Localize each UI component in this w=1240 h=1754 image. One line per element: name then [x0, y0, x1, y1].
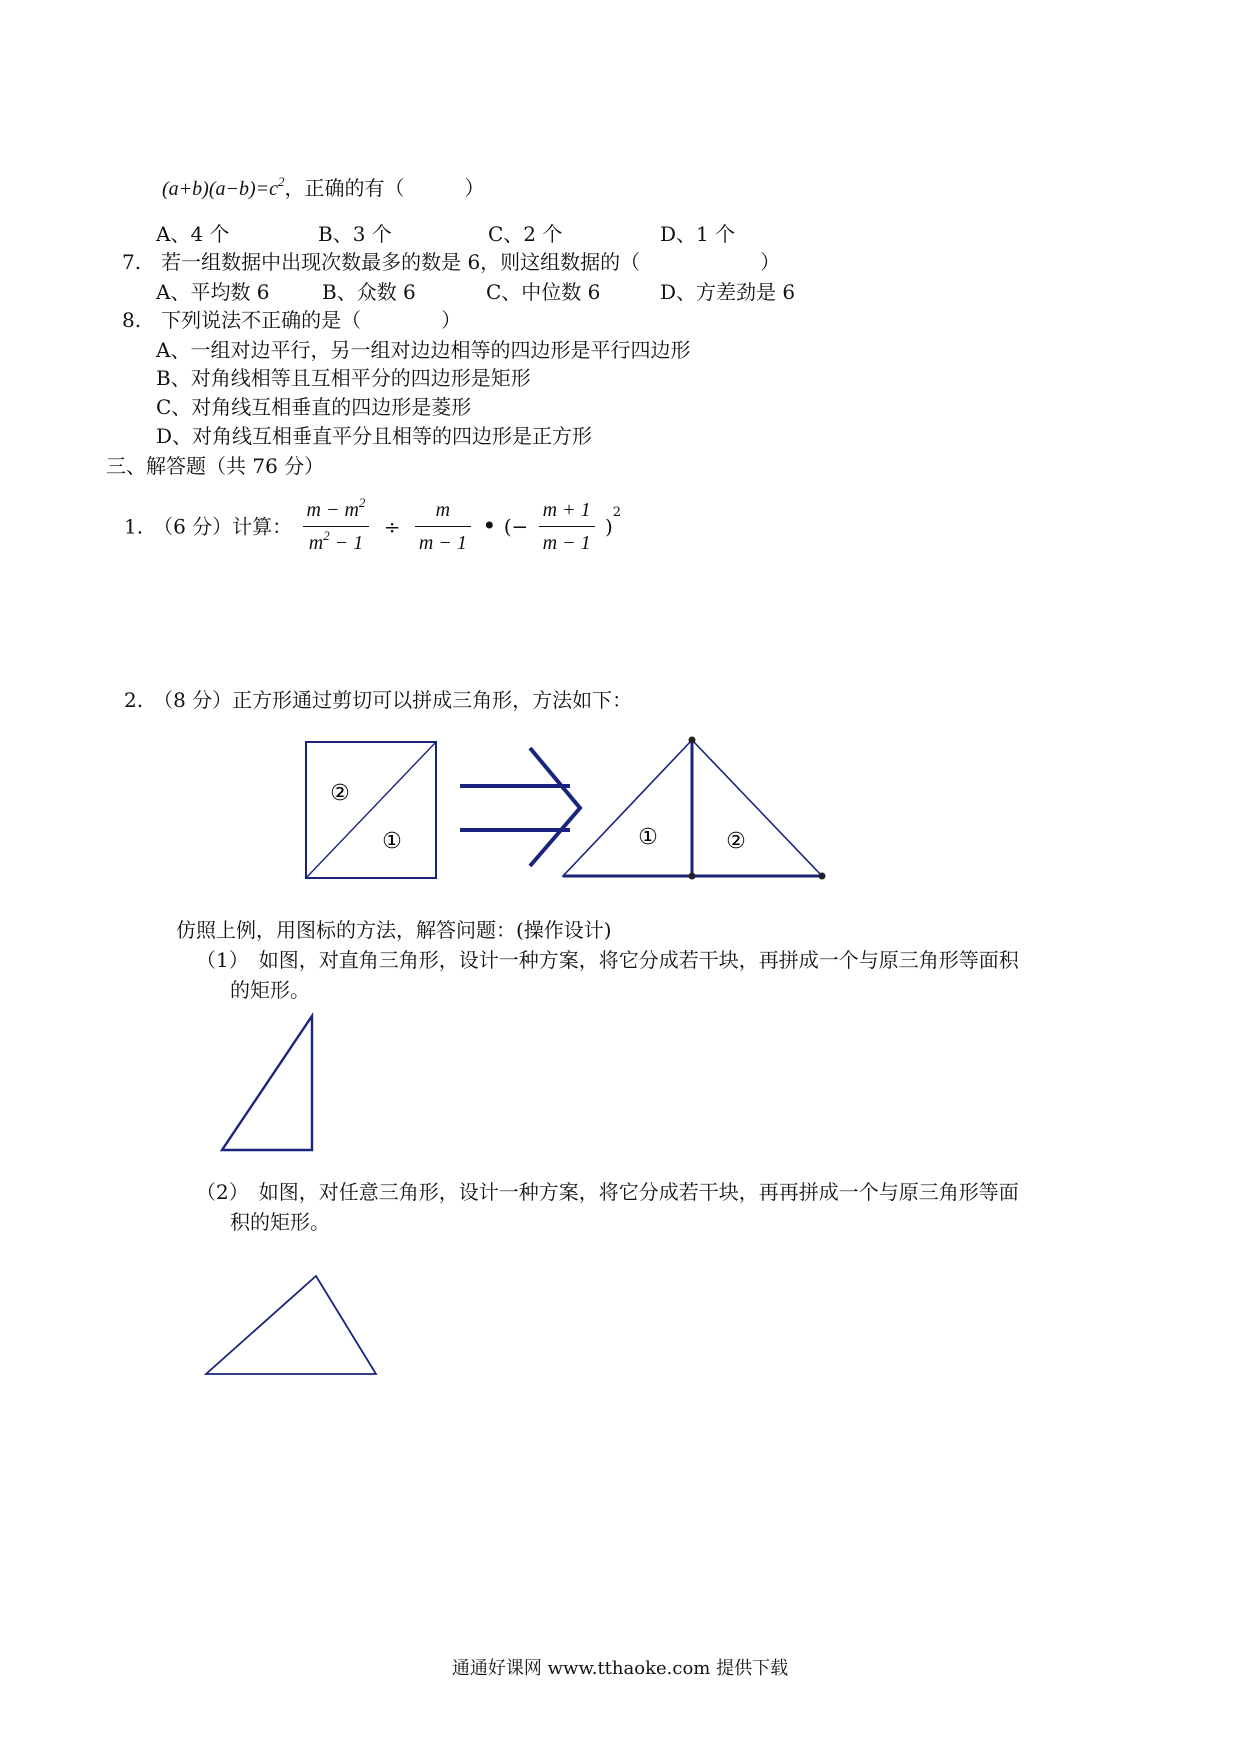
p1-f2-num: m — [415, 498, 471, 527]
p1-fraction-1 — [303, 495, 370, 555]
p2-problem: 2. （8 分）正方形通过剪切可以拼成三角形，方法如下： — [124, 688, 633, 712]
q7-option-c: C、中位数 6 — [486, 280, 601, 304]
right-triangle-figure — [210, 1010, 350, 1160]
square-diagonal — [306, 742, 436, 878]
triangle-label-right: ② — [726, 829, 746, 854]
p1-fraction-3 — [539, 498, 595, 555]
q6-option-c: C、2 个 — [488, 222, 563, 246]
q8-option-d: D、对角线互相垂直平分且相等的四边形是正方形 — [156, 424, 593, 448]
p2-sub2-line1: （2） 如图，对任意三角形，设计一种方案，将它分成若干块，再再拼成一个与原三角形等面 — [196, 1180, 1019, 1204]
q6-option-d: D、1 个 — [660, 222, 736, 246]
q6-option-b: B、3 个 — [318, 222, 392, 246]
q7-option-a: A、平均数 6 — [156, 280, 270, 304]
p2-sub2-line2: 积的矩形。 — [230, 1210, 330, 1234]
p1-fraction-2 — [415, 498, 471, 555]
p2-sub1-line1: （1） 如图，对直角三角形，设计一种方案，将它分成若干块，再拼成一个与原三角形等面积 — [196, 948, 1019, 972]
page-footer: 通通好课网 www.tthaoke.com 提供下载 — [451, 1658, 789, 1679]
q8-option-a: A、一组对边平行，另一组对边边相等的四边形是平行四边形 — [156, 338, 691, 362]
triangle-label-left: ① — [638, 825, 658, 850]
p1-f2-den: m − 1 — [418, 532, 467, 554]
p1-f1-den: m — [308, 532, 324, 554]
transform-arrow — [460, 748, 580, 866]
triangle-vertex-right — [819, 873, 826, 880]
p1-f3-den: m − 1 — [542, 532, 591, 554]
q8-option-c: C、对角线互相垂直的四边形是菱形 — [156, 395, 472, 419]
p1-f1-num-exp: 2 — [358, 495, 366, 510]
square-to-triangle-figure — [0, 730, 1240, 930]
q6-option-a: A、4 个 — [156, 222, 230, 246]
p1-dot-sign: • — [482, 512, 497, 541]
p1-problem — [124, 495, 622, 555]
q6-formula: (a+b)(a−b)=c — [162, 178, 279, 200]
p1-close-exp: 2 — [612, 504, 622, 520]
p1-divide-sign: ÷ — [383, 514, 401, 539]
q6-statement — [162, 174, 485, 200]
p1-open-paren: (− — [503, 514, 529, 539]
triangle-vertex-mid — [689, 873, 696, 880]
p1-prefix: 1. （6 分）计算： — [124, 514, 293, 539]
p1-f1-den-tail: − 1 — [329, 532, 364, 554]
q8-option-b: B、对角线相等且互相平分的四边形是矩形 — [156, 366, 531, 390]
square-label-bottom: ① — [382, 829, 402, 854]
q7-option-d: D、方差劲是 6 — [660, 280, 796, 304]
arbitrary-triangle-figure — [196, 1270, 396, 1390]
p2-intro: 仿照上例，用图标的方法，解答问题：(操作设计) — [176, 918, 612, 942]
p1-close-paren: ) — [604, 514, 613, 539]
p2-sub1-line2: 的矩形。 — [230, 978, 310, 1002]
triangle-vertex-top — [689, 737, 696, 744]
q8-question: 8. 下列说法不正确的是（ ） — [122, 308, 462, 332]
p1-f1-den-exp: 2 — [323, 528, 330, 543]
section3-heading: 三、解答题（共 76 分） — [106, 454, 325, 478]
square-label-top: ② — [330, 781, 350, 806]
p1-f1-num: m − m — [306, 499, 359, 521]
q6-formula-exponent: 2 — [278, 174, 285, 189]
p1-f3-num: m + 1 — [539, 498, 595, 527]
q7-question: 7. 若一组数据中出现次数最多的数是 6，则这组数据的（ ） — [122, 250, 781, 274]
q7-option-b: B、众数 6 — [322, 280, 416, 304]
q6-tail: ，正确的有（ ） — [284, 176, 485, 200]
